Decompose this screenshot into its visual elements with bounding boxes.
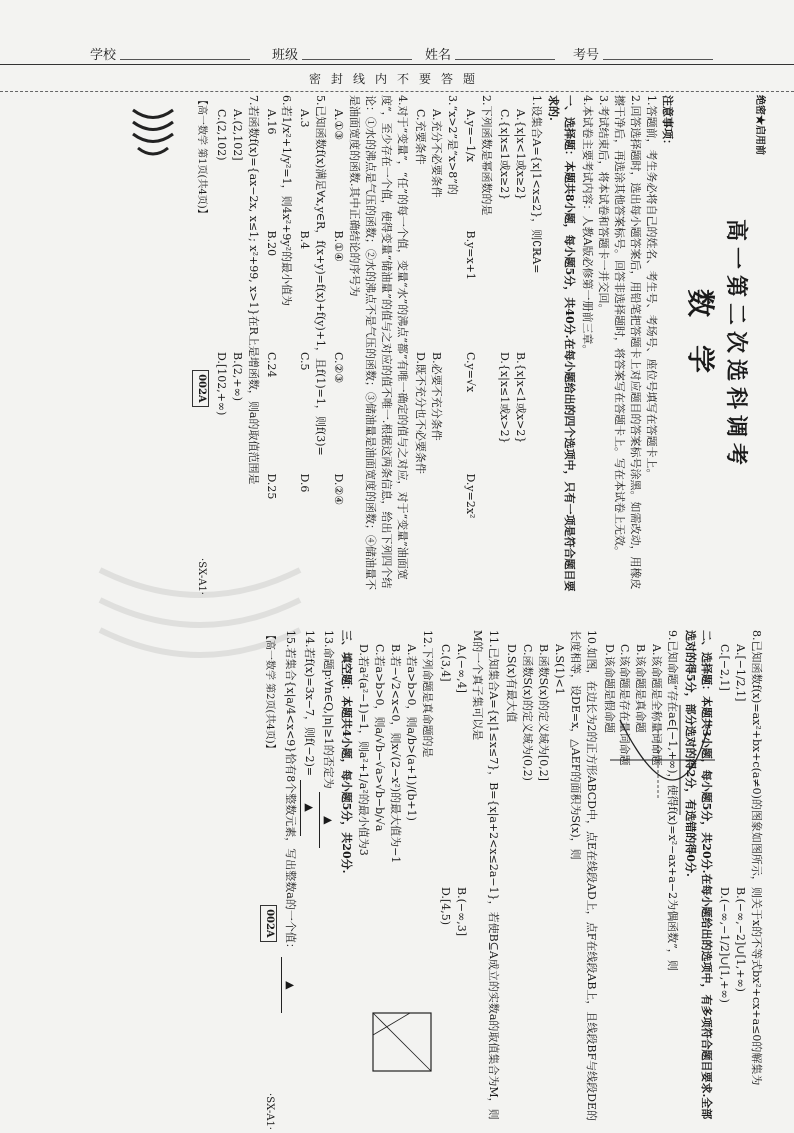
question-15	[281, 630, 298, 1130]
option[interactable]: A.y=−1/x	[463, 109, 477, 162]
option[interactable]: A.(−∞,4]	[455, 644, 469, 693]
question-4: 4.对于“变量”，“任”的每一个值，变量“水”的沸点“都”有唯一确定的值与之对应，对于“变量”油面宽度“，至少存在一个值，使得变量“储油量”的值与之对应的值不唯一.根据这两条信息，给出下列四个结论：①水的沸点是气压的函数；②水的沸点不是气压的函数；③储油量是油面宽度的函数；④储油量不是油面宽度的函数.其中正确结论的序号为	[348, 95, 410, 590]
notice-item: 2.回答选择题时，选出每小题答案后，用铅笔把答题卡上对应题目的答案标号涂黑。如需改动，用橡皮擦干净后，再选涂其他答案标号。回答非选择题时，将答案写在答题卡上。写在本试卷上无效。	[613, 95, 643, 590]
option[interactable]: D.若a²(a²−1)=1，则a²+1/a²的最小值为3	[357, 644, 371, 856]
question-8: 8.已知函数f(x)=ax²+bx+c(a≠0)的图象如图所示，则关于x的不等式bx²+cx+a≤0的解集为	[750, 630, 763, 1086]
question-7-options	[213, 109, 245, 595]
school-label: 学校	[90, 48, 117, 63]
examno-field[interactable]	[603, 59, 713, 60]
option[interactable]: C.5	[298, 352, 312, 371]
question-2: 2.下列函数是幂函数的是	[479, 95, 493, 216]
option[interactable]: D.S(x)有最大值	[504, 644, 518, 723]
option[interactable]: D.②④	[332, 473, 346, 506]
question-10-options	[503, 644, 567, 1130]
answer-blank[interactable]: ▲	[300, 780, 317, 836]
question-13	[319, 630, 336, 1130]
option[interactable]: B.必要不充分条件	[429, 352, 443, 441]
option[interactable]: A.16	[264, 109, 278, 135]
seal-line	[0, 64, 794, 92]
question-7: 7.若函数f(x)={ax−2x, x≤1; x²+99, x>1}在R上是增函数，则a的取值范围是	[246, 95, 260, 485]
secret-mark: 绝密★启用前	[754, 95, 765, 155]
question-11: 11.已知集合A={x|1≤x≤7}，B={x|a+2<x≤2a−1}，若使B⊆A成立的实数a的取值集合为M，则M的一个真子集可以是	[471, 630, 500, 1120]
option[interactable]: A.该命题是全称量词命题	[650, 644, 664, 766]
option[interactable]: A.3	[298, 109, 312, 128]
question-1: 1.设集合A={x|1<x≤2}，则∁ℝA=	[529, 95, 543, 274]
option[interactable]: D.[4,5)	[439, 887, 453, 926]
notice-item: 3.考试结束后，将本试卷和答题卡一并交回。	[597, 95, 611, 315]
examno-label: 考号	[573, 48, 600, 63]
option[interactable]: B.(2,+∞)	[230, 352, 244, 402]
question-9: 9.已知命题“存在a∈[−1,+∞)，使得f(x)=x²−ax+a−2为偶函数”，则	[666, 630, 680, 971]
question-6: 6.若1/x²+1/y²=1，则4x²+9y²的最小值为	[280, 95, 294, 307]
option[interactable]: B.4	[298, 230, 312, 250]
option[interactable]: B.{x|x<1或x>2}	[513, 352, 527, 444]
option[interactable]: C.y=√x	[463, 352, 477, 393]
option[interactable]: C.充要条件	[413, 109, 427, 165]
option[interactable]: B.(−∞,−2]∪[1,+∞)	[734, 887, 748, 992]
question-3-options	[412, 109, 444, 595]
option[interactable]: B.(−∞,3]	[455, 887, 469, 937]
option[interactable]: D.(−∞,−1/2]∪[1,+∞)	[718, 887, 732, 1003]
question-8-options	[716, 644, 748, 1130]
section-2-heading: 二、选择题：本题共3小题，每小题5分，共20分.在每小题给出的选项中，有多项符合题目要求.全部选对的得5分，部分选对的得2分，有选错的得0分.	[684, 630, 714, 1120]
question-10: 10.如图，在边长为2的正方形ABCD中，点E在线段AD上，点F在线段AB上，且线段BF与线段DE的长度相等，设DE=x，△AEF的面积为S(x)，则	[568, 630, 598, 1121]
question-4-options	[330, 109, 346, 595]
paper-code-badge: 002A	[260, 905, 277, 942]
paper-code-badge: 002A	[192, 370, 209, 407]
option[interactable]: C.函数S(x)的定义域为(0,2)	[520, 644, 534, 781]
class-label: 班级	[272, 48, 299, 63]
exam-title: 高一第二次选科调考	[723, 218, 750, 471]
option[interactable]: C.若a>b>0，则a/√b−√a>√b−b/√a	[373, 644, 387, 832]
footer-code: ·SX-A1·	[263, 1093, 275, 1130]
option[interactable]: D.y=2x²	[463, 473, 477, 519]
page-2-footer	[260, 630, 277, 1130]
question-2-options	[462, 109, 478, 595]
option[interactable]: B.该命题是真命题	[634, 644, 648, 733]
option[interactable]: D.既不充分也不必要条件	[413, 352, 427, 474]
footer-page-info: 【高一数学 第1页(共4页)】	[195, 95, 207, 219]
section-3-heading: 三、填空题：本题共4小题，每小题5分，共20分.	[339, 630, 353, 874]
option[interactable]: C.(3,4]	[439, 644, 453, 682]
class-field[interactable]	[302, 59, 412, 60]
question-11-options	[437, 644, 469, 1130]
option[interactable]: D.{x|x≤1或x>2}	[497, 352, 511, 444]
notice-item: 1.答题前，考生务必将自己的姓名、考生号、考场号、座位号填写在答题卡上。	[645, 95, 659, 480]
option[interactable]: B.函数S(x)的定义域为[0,2]	[536, 644, 550, 781]
option[interactable]: D.25	[264, 473, 278, 500]
option[interactable]: A.{x|x<1或x≥2}	[513, 109, 527, 201]
option[interactable]: A.[−1/2,1]	[734, 644, 748, 702]
section-1-heading: 一、选择题：本题共8小题，每小题5分，共40分.在每小题给出的四个选项中，只有一项是符合题目要求的.	[547, 95, 577, 592]
question-13-text: 13.命题p:∀n∈Q,|n|≥1的否定为	[321, 630, 335, 789]
parabola-graph-icon	[600, 700, 720, 820]
question-5: 5.已知函数f(x)满足∀x,y∈R，f(x+y)=f(x)+f(y)+1，且f(1)=1，则f(3)=	[314, 95, 328, 456]
option[interactable]: A.若a>b>0，则a/b>(a+1)/(b+1)	[405, 644, 419, 821]
option[interactable]: B.20	[264, 230, 278, 257]
notice-item: 4.本试卷主要考试内容：人教A版必修第一册前三章。	[581, 95, 595, 356]
question-1-options	[496, 109, 528, 595]
page-1-footer	[192, 95, 209, 595]
question-5-options	[296, 109, 312, 595]
question-14	[300, 630, 317, 1130]
question-15-text: 15.若集合{x|a/4<x<9}恰有8个整数元素，写出整数a的一个值：	[283, 630, 297, 954]
footer-page-info: 【高一数学 第2页(共4页)】	[263, 630, 275, 754]
option[interactable]: A.①③	[332, 109, 346, 141]
notice-title: 注意事项：	[661, 95, 675, 150]
answer-blank[interactable]: ▲	[281, 957, 298, 1013]
name-label: 姓名	[425, 48, 452, 63]
question-6-options	[263, 109, 279, 595]
option[interactable]: C.[−2,1]	[718, 644, 732, 691]
option[interactable]: A.(2,102]	[230, 109, 244, 161]
option[interactable]: B.若−√2<x<0，则x√(2−x²)的最大值为−1	[389, 644, 403, 864]
option[interactable]: D.6	[298, 473, 312, 493]
option[interactable]: C.(2,102)	[214, 109, 228, 161]
option[interactable]: A.充分不必要条件	[429, 109, 443, 198]
option[interactable]: B.y=x+1	[463, 230, 477, 280]
square-abcd-figure-icon	[365, 1005, 440, 1080]
option[interactable]: C.该命题是存在量词命题	[618, 644, 632, 766]
option[interactable]: D.[102,+∞)	[214, 352, 228, 416]
option[interactable]: D.该命题是假命题	[602, 644, 616, 733]
answer-blank[interactable]: ▲	[319, 792, 336, 848]
page-1	[121, 95, 766, 595]
subject-title: 数学	[683, 288, 717, 401]
question-14-text: 14.若f(x)=3x−7，则f(−2)=	[302, 630, 316, 777]
seal-text: 密封线内不要答题	[308, 72, 485, 86]
exam-header	[0, 0, 794, 100]
question-12: 12.下列命题是真命题的是	[421, 630, 435, 758]
question-3: 3.“x>2”是“x>8”的	[445, 95, 459, 195]
option[interactable]: B.①④	[332, 230, 346, 262]
school-field[interactable]	[120, 59, 250, 60]
option[interactable]: A.S(1)<1	[552, 644, 566, 695]
option[interactable]: C.{x|x≤1或x≥2}	[497, 109, 511, 201]
footer-code: ·SX-A1·	[195, 558, 207, 595]
option[interactable]: C.②③	[332, 352, 346, 384]
name-field[interactable]	[455, 59, 555, 60]
option[interactable]: C.24	[264, 352, 278, 378]
